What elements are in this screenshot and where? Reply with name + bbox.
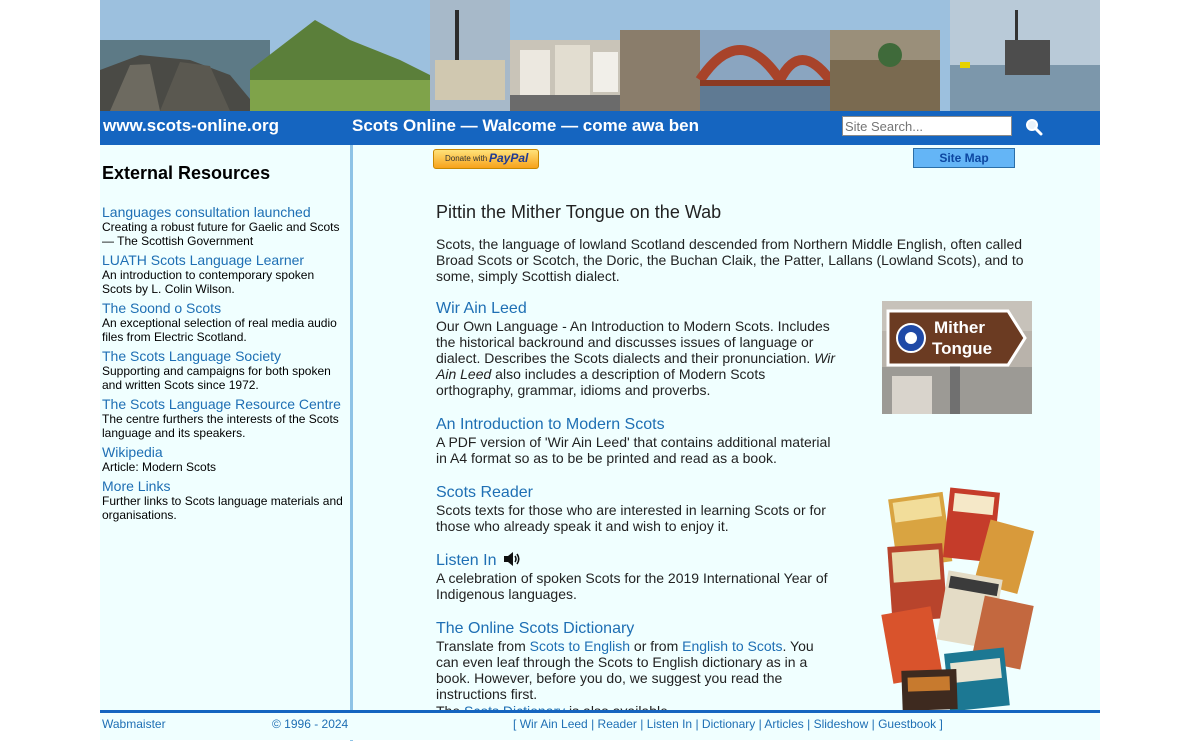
mither-tongue-sign-image — [882, 301, 1032, 414]
scots-reader-description: Scots texts for those who are interested in learning Scots or for those who already speak it and wish to enjoy it. — [436, 502, 826, 534]
resource-description: An introduction to contemporary spoken Scots by L. Colin Wilson. — [102, 268, 315, 296]
listen-in-description: A celebration of spoken Scots for the 2019 International Year of Indigenous languages. — [436, 570, 828, 602]
banner-collage-image — [100, 0, 1100, 111]
footer-nav: [ Wir Ain Leed | Reader | Listen In | Dictionary | Articles | Slideshow | Guestbook ] — [513, 717, 943, 731]
online-dictionary-description: Translate from Scots to English or from English to Scots. You can even leaf through the Scots to English dictionary as in a book. However, before you do, we suggest you read the instructions first. — [436, 638, 814, 702]
resource-description: Further links to Scots language materials and organisations. — [102, 494, 343, 522]
footer-nav-close-bracket: ] — [939, 717, 943, 731]
section-wir-ain-leed — [436, 300, 836, 398]
scots-reader-link[interactable]: Scots Reader — [436, 484, 533, 501]
footer-link-articles[interactable]: Articles — [764, 717, 804, 731]
footer-nav-open-bracket: [ — [513, 717, 517, 731]
footer — [100, 710, 1100, 740]
english-to-scots-link[interactable]: English to Scots — [682, 638, 783, 654]
section-listen-in — [436, 552, 836, 602]
paypal-logo: PayPal — [489, 151, 529, 165]
resource-link[interactable]: The Scots Language Resource Centre — [102, 396, 341, 412]
page — [100, 0, 1100, 740]
magnifier-icon — [1024, 117, 1044, 137]
section-online-dictionary — [436, 620, 836, 702]
external-resources-list — [102, 204, 347, 526]
wir-ain-leed-description: Our Own Language - An Introduction to Modern Scots. Includes the historical backround and discusses issues of language or dialect. Describes the Scots dialects and their pronunciation. Wir Ain Leed also includes a description of Modern Scots orthography, grammar, idioms and proverbs. — [436, 318, 836, 398]
copyright: © 1996 - 2024 — [272, 717, 349, 731]
section-scots-reader — [436, 484, 836, 534]
resource-item — [102, 300, 347, 344]
resource-link[interactable]: More Links — [102, 478, 171, 494]
footer-link-listen-in[interactable]: Listen In — [646, 717, 693, 731]
search-button[interactable] — [1024, 117, 1044, 137]
online-dictionary-link[interactable]: The Online Scots Dictionary — [436, 620, 635, 637]
site-search-input[interactable] — [842, 116, 1012, 136]
introduction-description: A PDF version of 'Wir Ain Leed' that contains additional material in A4 format so as to be be printed and read as a book. — [436, 434, 831, 466]
resource-item — [102, 204, 347, 248]
resource-link[interactable]: The Scots Language Society — [102, 348, 282, 364]
resource-item — [102, 444, 347, 474]
resource-link[interactable]: LUATH Scots Language Learner — [102, 252, 305, 268]
webmaster-link[interactable]: Wabmaister — [102, 717, 166, 731]
intro-title: Pittin the Mither Tongue on the Wab — [436, 202, 722, 222]
scots-books-image — [882, 485, 1037, 710]
site-map-button[interactable]: Site Map — [913, 148, 1015, 168]
introduction-link[interactable]: An Introduction to Modern Scots — [436, 416, 665, 433]
resource-link[interactable]: Wikipedia — [102, 444, 163, 460]
sign-text-tongue: Tongue — [932, 339, 993, 358]
resource-item — [102, 348, 347, 392]
resource-item — [102, 396, 347, 440]
resource-description: An exceptional selection of real media audio files from Electric Scotland. — [102, 316, 337, 344]
sign-text-mither: Mither — [934, 318, 985, 337]
resource-description: Supporting and campaigns for both spoken and written Scots since 1972. — [102, 364, 331, 392]
resource-description: The centre furthers the interests of the Scots language and its speakers. — [102, 412, 339, 440]
sidebar — [100, 145, 350, 710]
resource-link[interactable]: The Soond o Scots — [102, 300, 222, 316]
scots-to-english-link[interactable]: Scots to English — [529, 638, 631, 654]
section-introduction — [436, 416, 836, 466]
title-bar — [100, 111, 1100, 145]
resource-link[interactable]: Languages consultation launched — [102, 204, 311, 220]
header-banner-collage — [100, 0, 1100, 111]
resource-item — [102, 252, 347, 296]
footer-link-reader[interactable]: Reader — [597, 717, 637, 731]
footer-link-slideshow[interactable]: Slideshow — [813, 717, 869, 731]
footer-link-guestbook[interactable]: Guestbook — [878, 717, 937, 731]
resource-item — [102, 478, 347, 522]
main-content — [353, 145, 1100, 710]
speaker-icon — [504, 552, 521, 566]
footer-link-dictionary[interactable]: Dictionary — [701, 717, 756, 731]
page-heading: Scots Online — Walcome — come awa ben — [352, 116, 700, 135]
resource-description: Article: Modern Scots — [102, 460, 217, 474]
wir-ain-leed-link[interactable]: Wir Ain Leed — [436, 300, 527, 317]
listen-in-link[interactable]: Listen In — [436, 552, 836, 570]
resource-description: Creating a robust future for Gaelic and Scots — The Scottish Government — [102, 220, 340, 248]
paypal-donate-label: Donate with — [445, 154, 488, 163]
footer-link-wir-ain-leed[interactable]: Wir Ain Leed — [519, 717, 588, 731]
site-url[interactable]: www.scots-online.org — [103, 116, 279, 135]
sidebar-title: External Resources — [102, 163, 271, 183]
paypal-donate-button[interactable] — [433, 149, 539, 169]
intro-text: Scots, the language of lowland Scotland descended from Northern Middle English, often called Broad Scots or Scotch, the Doric, the Buchan Claik, the Patter, Lallans (Lowland Scots), and to some, simply Scottish dialect. — [436, 236, 1024, 284]
